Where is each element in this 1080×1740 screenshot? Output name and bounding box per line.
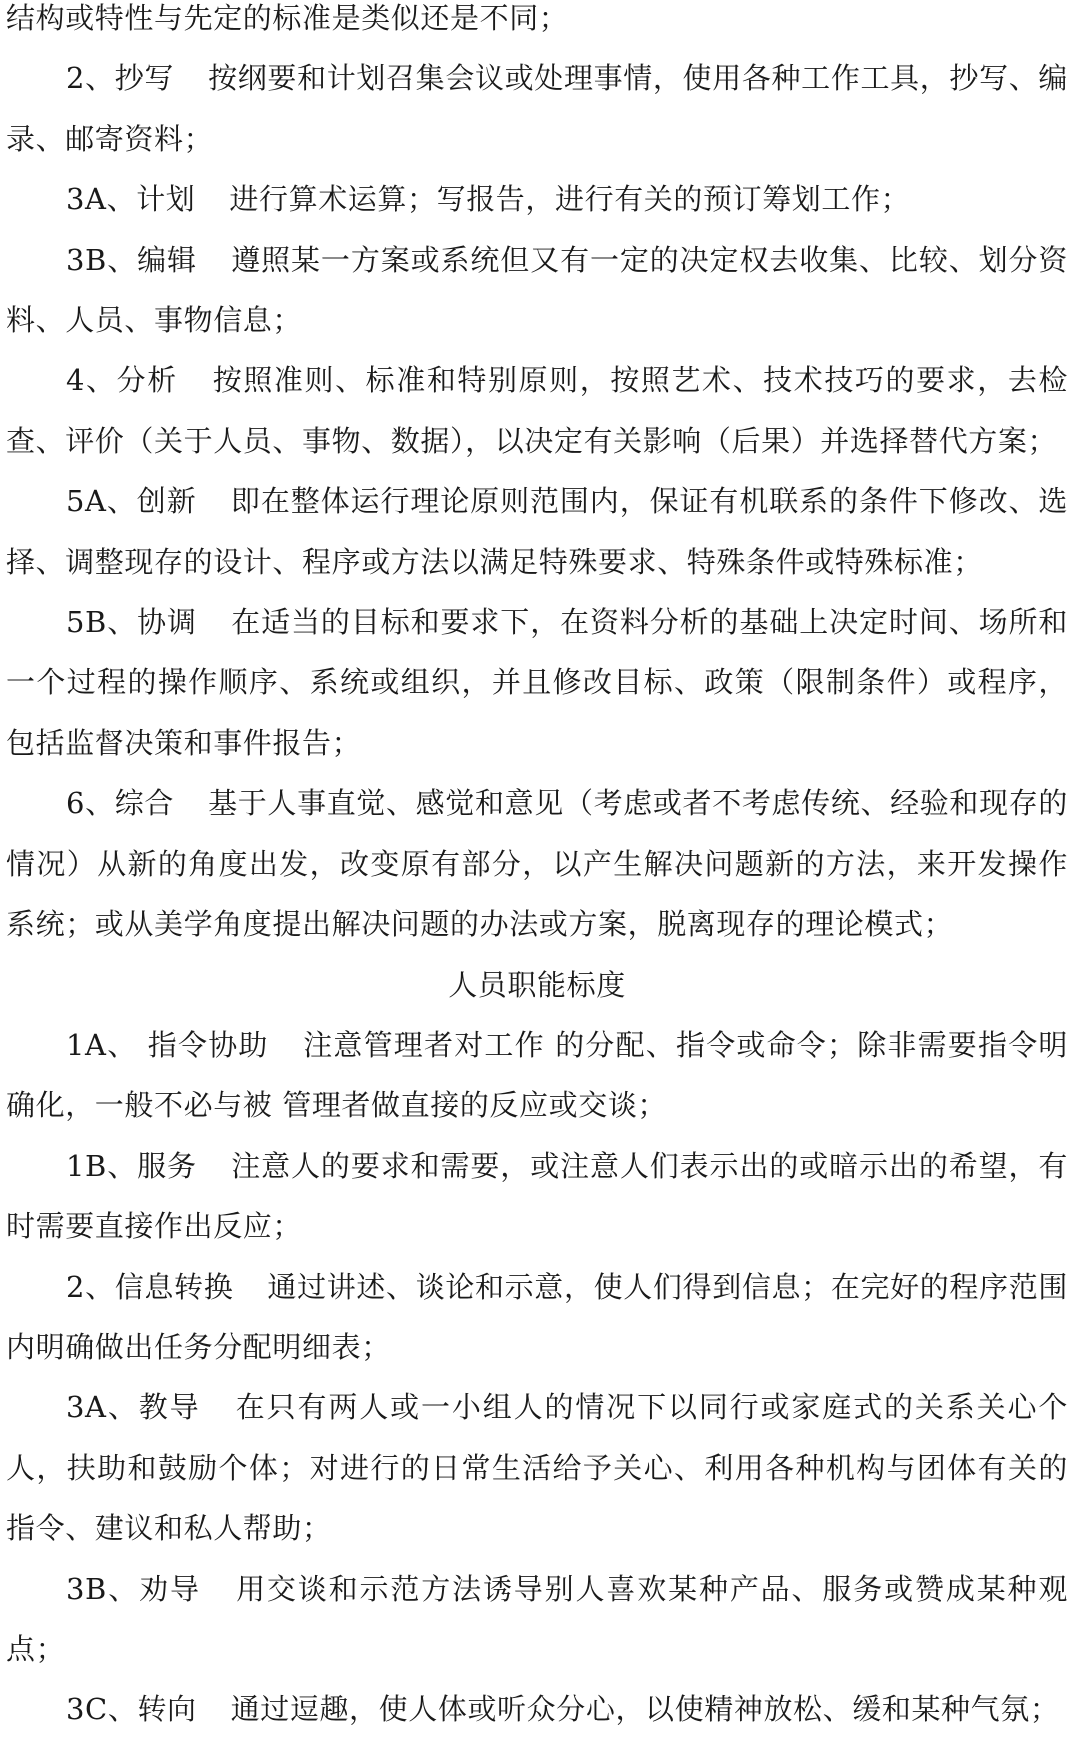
item-label: 6、综合 <box>66 786 175 821</box>
item-text: 在只有两人或一小组人的情况下以同行或家庭式的关系关心个人，扶助和鼓励个体；对进行的日常生活给予关心、利用各种机构与团体有关的指令、建议和私人帮助； <box>6 1390 1068 1546</box>
item-label: 3B、编辑 <box>66 242 197 277</box>
item-paragraph <box>6 773 1068 954</box>
item-label: 5A、创新 <box>66 484 197 519</box>
item-label: 3B、劝导 <box>66 1571 201 1606</box>
item-paragraph <box>6 230 1068 351</box>
item-label: 1A、 指令协助 <box>66 1027 269 1062</box>
item-text: 遵照某一方案或系统但又有一定的决定权去收集、比较、划分资料、人员、事物信息； <box>6 242 1068 338</box>
item-text: 通过讲述、谈论和示意，使人们得到信息；在完好的程序范围内明确做出任务分配明细表； <box>6 1269 1068 1364</box>
item-paragraph <box>6 1015 1068 1136</box>
section-title: 人员职能标度 <box>448 967 626 1002</box>
item-paragraph <box>6 592 1068 773</box>
item-paragraph <box>6 1136 1068 1257</box>
item-paragraph <box>6 1559 1068 1680</box>
item-paragraph <box>6 169 1068 229</box>
item-text: 注意人的要求和需要，或注意人们表示出的或暗示出的希望，有时需要直接作出反应； <box>6 1148 1068 1244</box>
item-text: 按纲要和计划召集会议或处理事情，使用各种工作工具，抄写、编录、邮寄资料； <box>6 61 1068 156</box>
item-paragraph <box>6 1257 1068 1378</box>
item-paragraph <box>6 350 1068 471</box>
item-text: 注意管理者对工作 的分配、指令或命令；除非需要指令明确化，一般不必与被 管理者做直接的反应或交谈； <box>6 1027 1068 1123</box>
item-label: 2、抄写 <box>66 61 175 96</box>
item-label: 1B、服务 <box>66 1148 197 1183</box>
item-label: 3C、转向 <box>66 1692 197 1727</box>
item-text: 基于人事直觉、感觉和意见（考虑或者不考虑传统、经验和现存的情况）从新的角度出发，改变原有部分，以产生解决问题新的方法，来开发操作系统；或从美学角度提出解决问题的办法或方案，脱离现存的理论模式； <box>6 786 1068 942</box>
item-text: 进行算术运算；写报告，进行有关的预订筹划工作； <box>229 182 911 217</box>
item-paragraph <box>6 1679 1068 1739</box>
item-label: 5B、协调 <box>66 605 197 640</box>
item-text: 即在整体运行理论原则范围内，保证有机联系的条件下修改、选择、调整现存的设计、程序或方法以满足特殊要求、特殊条件或特殊标准； <box>6 484 1068 579</box>
item-text: 通过逗趣，使人体或听众分心，以使精神放松、缓和某种气氛； <box>230 1692 1060 1727</box>
item-label: 3A、计划 <box>66 182 196 217</box>
item-label: 2、信息转换 <box>66 1269 234 1304</box>
item-paragraph <box>6 48 1068 169</box>
item-label: 4、分析 <box>66 363 178 398</box>
lead-paragraph: 结构或特性与先定的标准是类似还是不同； <box>6 1 569 35</box>
item-text: 按照准则、标准和特别原则，按照艺术、技术技巧的要求，去检查、评价（关于人员、事物、数据），以决定有关影响（后果）并选择替代方案； <box>6 363 1068 458</box>
item-text: 在适当的目标和要求下，在资料分析的基础上决定时间、场所和一个过程的操作顺序、系统或组织，并且修改目标、政策（限制条件）或程序，包括监督决策和事件报告； <box>6 605 1068 760</box>
item-label: 3A、教导 <box>66 1390 201 1425</box>
item-text: 用交谈和示范方法诱导别人喜欢某种产品、服务或赞成某种观点； <box>6 1571 1069 1666</box>
item-paragraph <box>6 1377 1068 1558</box>
item-paragraph <box>6 471 1068 592</box>
